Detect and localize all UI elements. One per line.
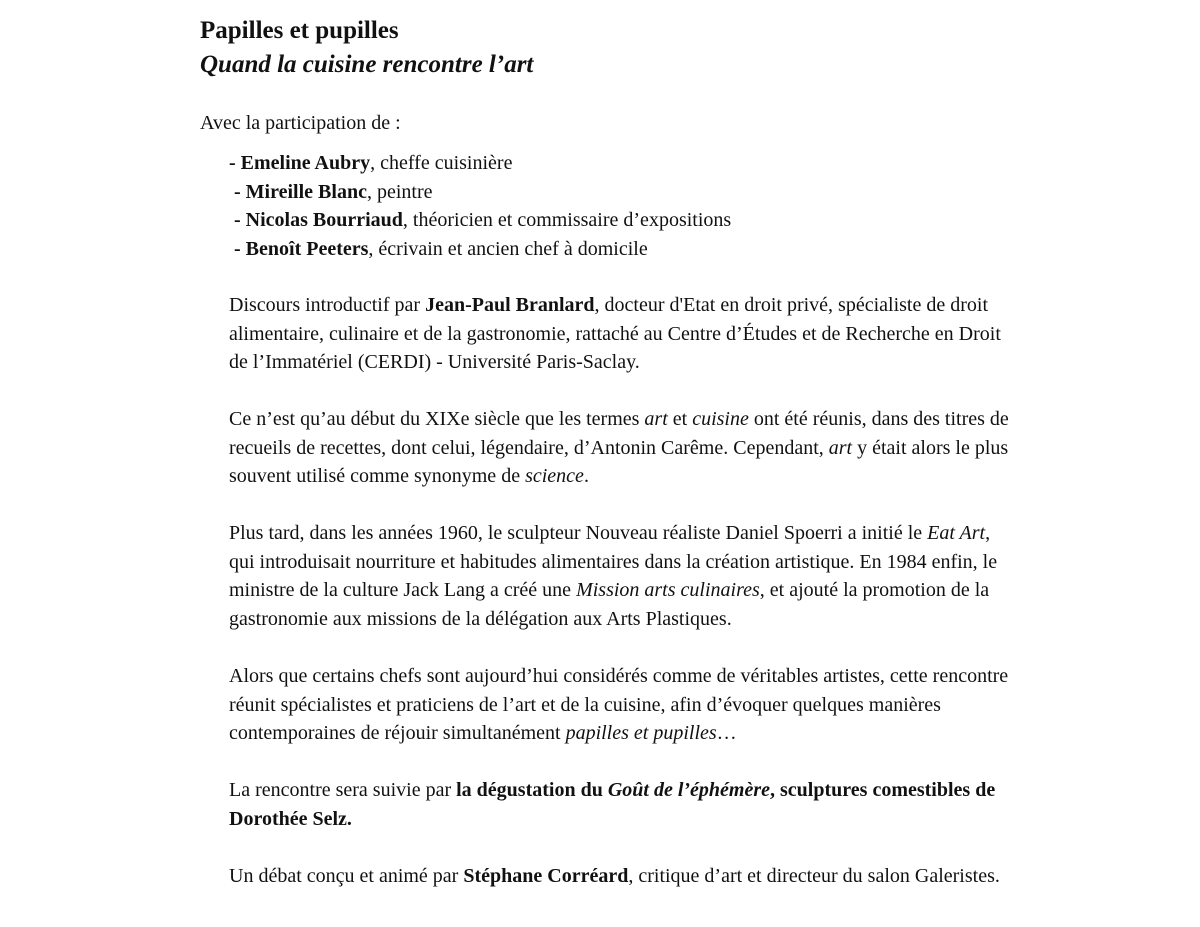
artwork-title: Goût de l’éphémère [607, 779, 771, 801]
list-item [229, 235, 731, 264]
chefs-artists-paragraph: Alors que certains chefs sont aujourd’hui considérés comme de véritables artistes, cette rencontre réunit spécialistes et praticiens de l’art et de la cuisine, afin d’évoquer quelques manières contemporaines de réjouir simultanément papilles et pupilles… [229, 665, 1009, 745]
eat-art-paragraph: Plus tard, dans les années 1960, le sculpteur Nouveau réaliste Daniel Spoerri a initié le Eat Art, qui introduisait nourriture et habitudes alimentaires dans la création artistique. En 1984 enfin, le ministre de la culture Jack Lang a créé une Mission arts culinaires, et ajouté la promotion de la gastronomie aux missions de la délégation aux Arts Plastiques. [229, 522, 998, 631]
participant-name: - Emeline Aubry [229, 152, 371, 174]
list-item [229, 178, 731, 207]
participant-role: , peintre [366, 180, 433, 203]
list-item [229, 149, 731, 178]
participant-role: , écrivain et ancien chef à domicile [368, 238, 648, 261]
page-title: Papilles et pupilles [200, 17, 399, 44]
list-item [229, 206, 731, 235]
page-subtitle: Quand la cuisine rencontre l’art [200, 51, 534, 78]
tasting-paragraph: La rencontre sera suivie par la dégustation du Goût de l’éphémère, sculptures comestibles de Dorothée Selz. [229, 779, 996, 830]
participant-role: , cheffe cuisinière [370, 152, 513, 174]
introductory-speech-paragraph: Discours introductif par Jean-Paul Branlard, docteur d'Etat en droit privé, spécialiste de droit alimentaire, culinaire et de la gastronomie, rattaché au Centre d’Études et de Recherche en Droit de l’Immatériel (CERDI) - Université Paris-Saclay. [229, 294, 1001, 374]
participation-lead: Avec la participation de : [200, 112, 401, 134]
moderator-name: Stéphane Corréard [463, 865, 629, 887]
participant-role: , théoricien et commissaire d’expositions [402, 209, 732, 232]
participant-name: - Mireille Blanc [234, 180, 367, 203]
participants-list [229, 149, 731, 264]
speaker-name: Jean-Paul Branlard [425, 294, 595, 316]
moderator-paragraph: Un débat conçu et animé par Stéphane Corréard, critique d’art et directeur du salon Galeristes. [229, 865, 1000, 887]
history-paragraph: Ce n’est qu’au début du XIXe siècle que les termes art et cuisine ont été réunis, dans des titres de recueils de recettes, dont celui, légendaire, d’Antonin Carême. Cependant, art y était alors le plus souvent utilisé comme synonyme de science. [229, 408, 1009, 488]
participant-name: - Benoît Peeters [234, 238, 369, 261]
participant-name: - Nicolas Bourriaud [234, 209, 403, 232]
